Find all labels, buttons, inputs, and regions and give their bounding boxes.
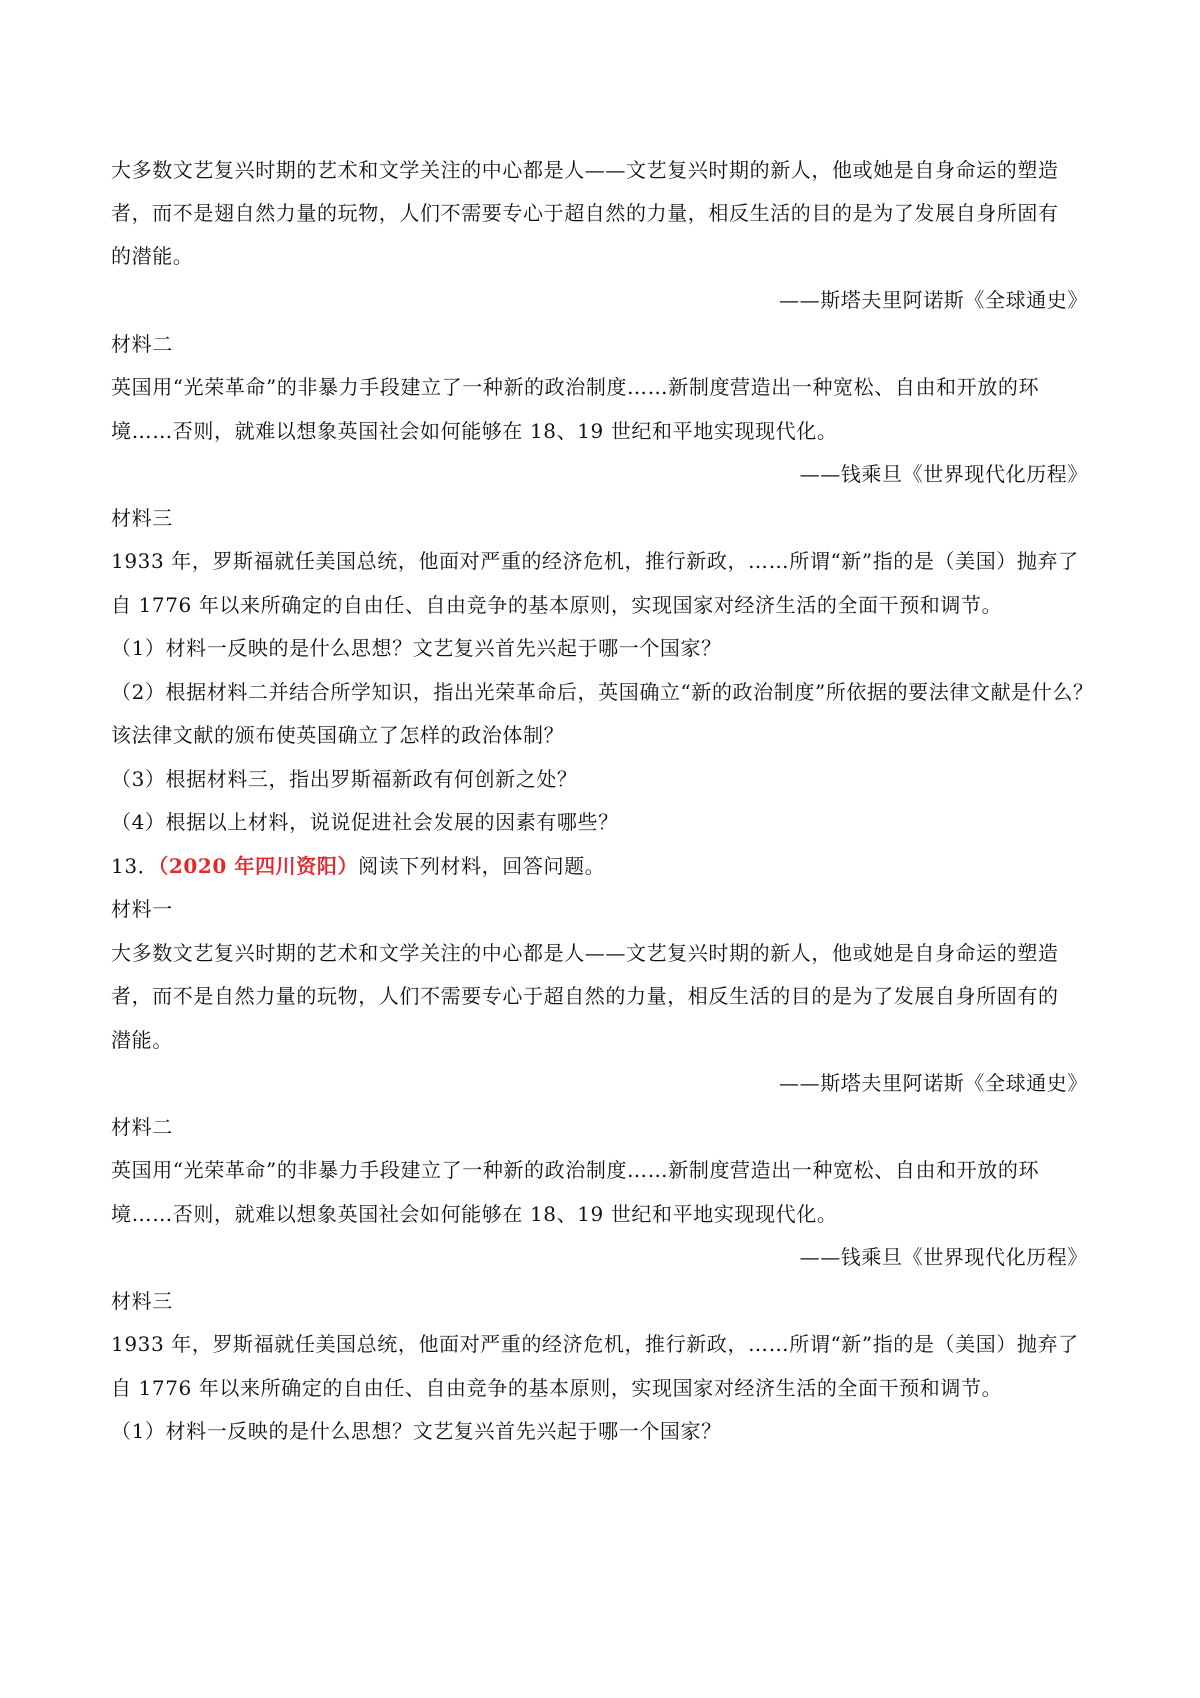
citation: ——斯塔夫里阿诺斯《全球通史》 (779, 1071, 1088, 1095)
paragraph-line: 英国用“光荣革命”的非暴力手段建立了一种新的政治制度……新制度营造出一种宽松、自由和开放的环 (111, 1158, 1040, 1182)
paragraph-line: 的潜能。 (111, 244, 194, 268)
paragraph-line: 境……否则，就难以想象英国社会如何能够在 18、19 世纪和平地实现现代化。 (111, 419, 838, 443)
paragraph-line: 大多数文艺复兴时期的艺术和文学关注的中心都是人——文艺复兴时期的新人，他或她是自身命运的塑造 (111, 941, 1059, 965)
citation: ——钱乘旦《世界现代化历程》 (799, 462, 1088, 486)
material-heading: 材料二 (111, 1115, 173, 1139)
paragraph-line: 自 1776 年以来所确定的自由任、自由竞争的基本原则，实现国家对经济生活的全面干预和调节。 (111, 1376, 1003, 1400)
question-13-header (111, 853, 605, 879)
paragraph-line: 者，而不是翅自然力量的玩物，人们不需要专心于超自然的力量，相反生活的目的是为了发展自身所固有 (111, 201, 1059, 225)
question: （1）材料一反映的是什么思想？文艺复兴首先兴起于哪一个国家？ (111, 1419, 722, 1443)
question: （2）根据材料二并结合所学知识，指出光荣革命后，英国确立“新的政治制度”所依据的要法律文献是什么？ (111, 680, 1094, 704)
paragraph-line: 境……否则，就难以想象英国社会如何能够在 18、19 世纪和平地实现现代化。 (111, 1202, 838, 1226)
citation: ——斯塔夫里阿诺斯《全球通史》 (779, 288, 1088, 312)
paragraph-line: 英国用“光荣革命”的非暴力手段建立了一种新的政治制度……新制度营造出一种宽松、自由和开放的环 (111, 375, 1040, 399)
paragraph-line: 大多数文艺复兴时期的艺术和文学关注的中心都是人——文艺复兴时期的新人，他或她是自身命运的塑造 (111, 158, 1059, 182)
paragraph-line: 潜能。 (111, 1028, 173, 1052)
question-prompt: 阅读下列材料，回答问题。 (358, 854, 606, 878)
citation: ——钱乘旦《世界现代化历程》 (799, 1245, 1088, 1269)
question: （3）根据材料三，指出罗斯福新政有何创新之处？ (111, 767, 578, 791)
question: （1）材料一反映的是什么思想？文艺复兴首先兴起于哪一个国家？ (111, 636, 722, 660)
question-continued: 该法律文献的颁布使英国确立了怎样的政治体制？ (111, 723, 565, 747)
question-source: （2020 年四川资阳） (158, 854, 359, 878)
paragraph-line: 自 1776 年以来所确定的自由任、自由竞争的基本原则，实现国家对经济生活的全面干预和调节。 (111, 593, 1003, 617)
question: （4）根据以上材料，说说促进社会发展的因素有哪些？ (111, 810, 619, 834)
paragraph-line: 者，而不是自然力量的玩物，人们不需要专心于超自然的力量，相反生活的目的是为了发展自身所固有的 (111, 984, 1059, 1008)
material-heading: 材料一 (111, 897, 173, 921)
material-heading: 材料三 (111, 506, 173, 530)
material-heading: 材料二 (111, 332, 173, 356)
paragraph-line: 1933 年，罗斯福就任美国总统，他面对严重的经济危机，推行新政，……所谓“新”指的是（美国）抛弃了 (111, 549, 1079, 573)
paragraph-line: 1933 年，罗斯福就任美国总统，他面对严重的经济危机，推行新政，……所谓“新”指的是（美国）抛弃了 (111, 1332, 1079, 1356)
question-number: 13． (111, 854, 159, 878)
material-heading: 材料三 (111, 1289, 173, 1313)
